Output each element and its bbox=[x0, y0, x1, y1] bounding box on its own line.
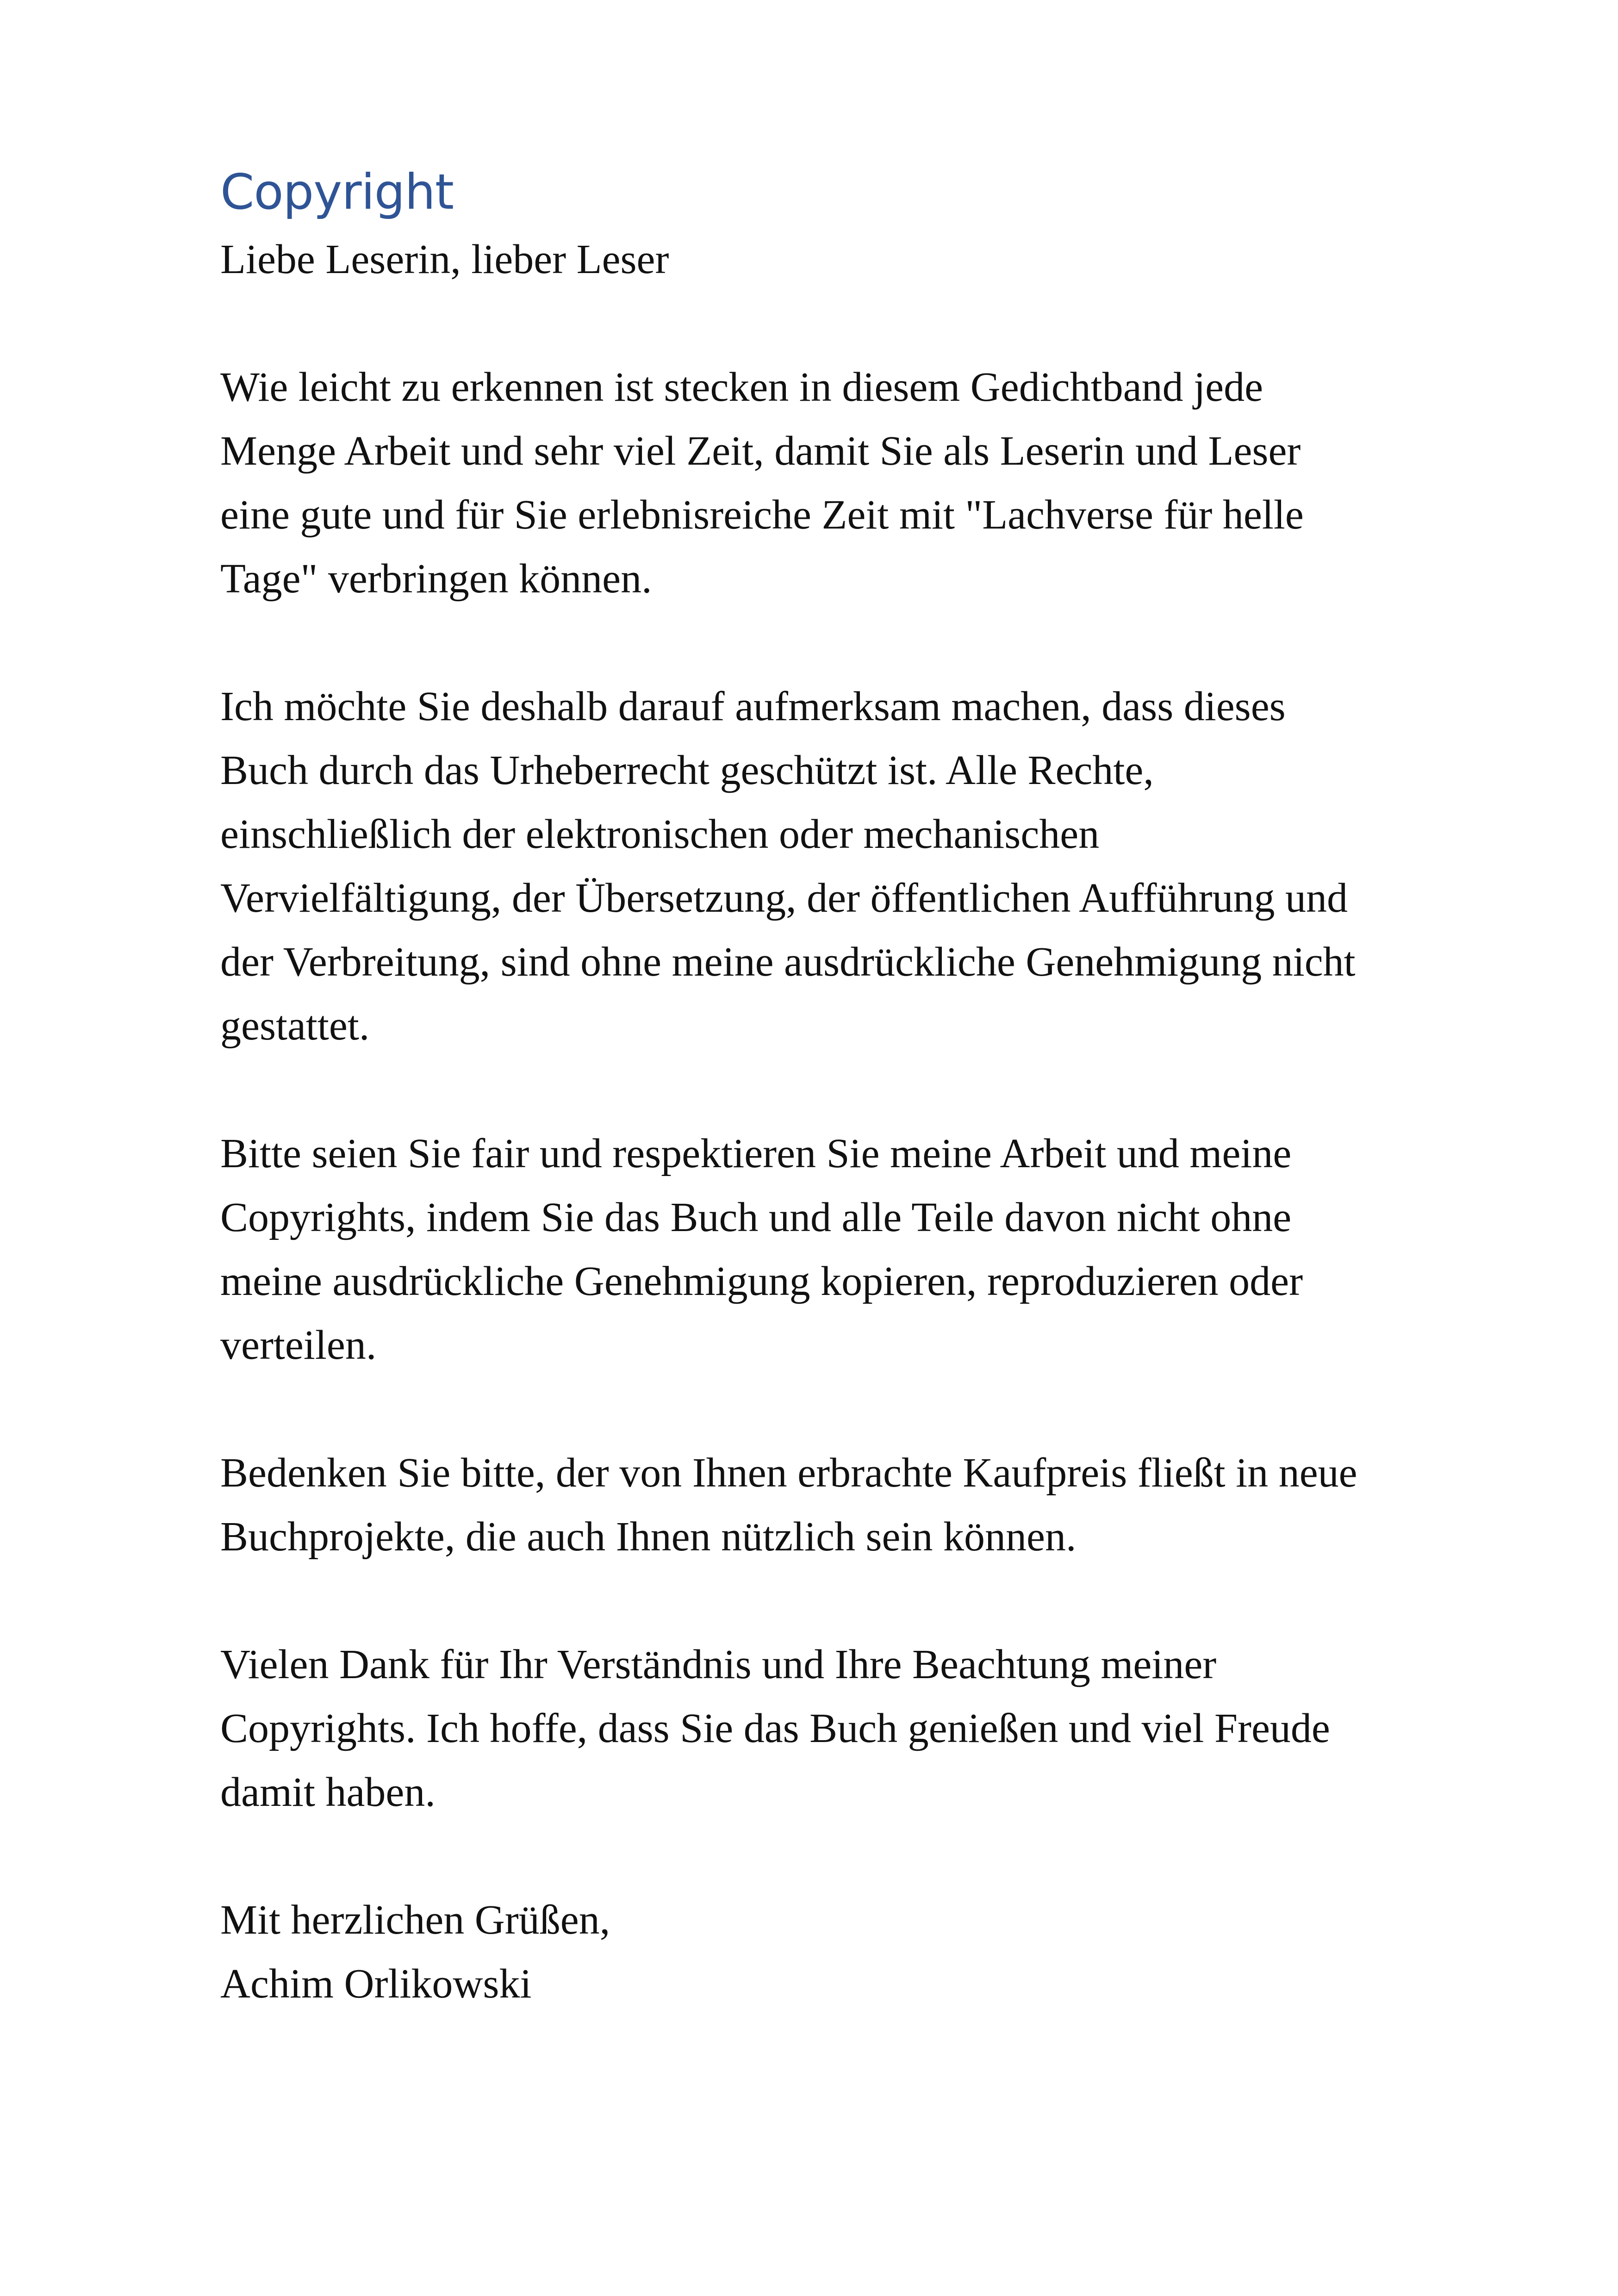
paragraph-thanks: Vielen Dank für Ihr Verständnis und Ihre Beachtung meiner Copyrights. Ich hoffe, dass Sie das Buch genießen und viel Freude damit haben. bbox=[220, 1641, 1330, 1815]
paragraph-spacer bbox=[220, 611, 1405, 675]
paragraph-fairness-request: Bitte seien Sie fair und respektieren Sie meine Arbeit und meine Copyrights, indem Sie das Buch und alle Teile davon nicht ohne meine ausdrückliche Genehmigung kopieren, reproduzieren oder verteilen. bbox=[220, 1130, 1303, 1368]
paragraph-spacer bbox=[220, 1824, 1405, 1888]
author-name: Achim Orlikowski bbox=[220, 1960, 532, 2007]
page-title: Copyright bbox=[220, 164, 454, 220]
paragraph-spacer bbox=[220, 292, 1405, 355]
document-body bbox=[220, 164, 1405, 2016]
paragraph-purchase-price: Bedenken Sie bitte, der von Ihnen erbrachte Kaufpreis fließt in neue Buchprojekte, die auch Ihnen nützlich sein können. bbox=[220, 1450, 1357, 1560]
paragraph-spacer bbox=[220, 1569, 1405, 1633]
closing-greeting: Mit herzlichen Grüßen, bbox=[220, 1897, 610, 1943]
salutation: Liebe Leserin, lieber Leser bbox=[220, 236, 669, 282]
paragraph-copyright-notice: Ich möchte Sie deshalb darauf aufmerksam machen, dass dieses Buch durch das Urheberrecht geschützt ist. Alle Rechte, einschließlich der elektronischen oder mechanischen Vervielfältigung, der Übersetzung, der öffentlichen Aufführung und der Verbreitung, sind ohne meine ausdrückliche Genehmigung nicht gestattet. bbox=[220, 683, 1356, 1049]
paragraph-spacer bbox=[220, 1058, 1405, 1122]
paragraph-spacer bbox=[220, 1377, 1405, 1441]
paragraph-effort: Wie leicht zu erkennen ist stecken in diesem Gedichtband jede Menge Arbeit und sehr viel Zeit, damit Sie als Leserin und Leser eine gute und für Sie erlebnisreiche Zeit mit "Lachverse für helle Tage" verbringen können. bbox=[220, 364, 1304, 602]
